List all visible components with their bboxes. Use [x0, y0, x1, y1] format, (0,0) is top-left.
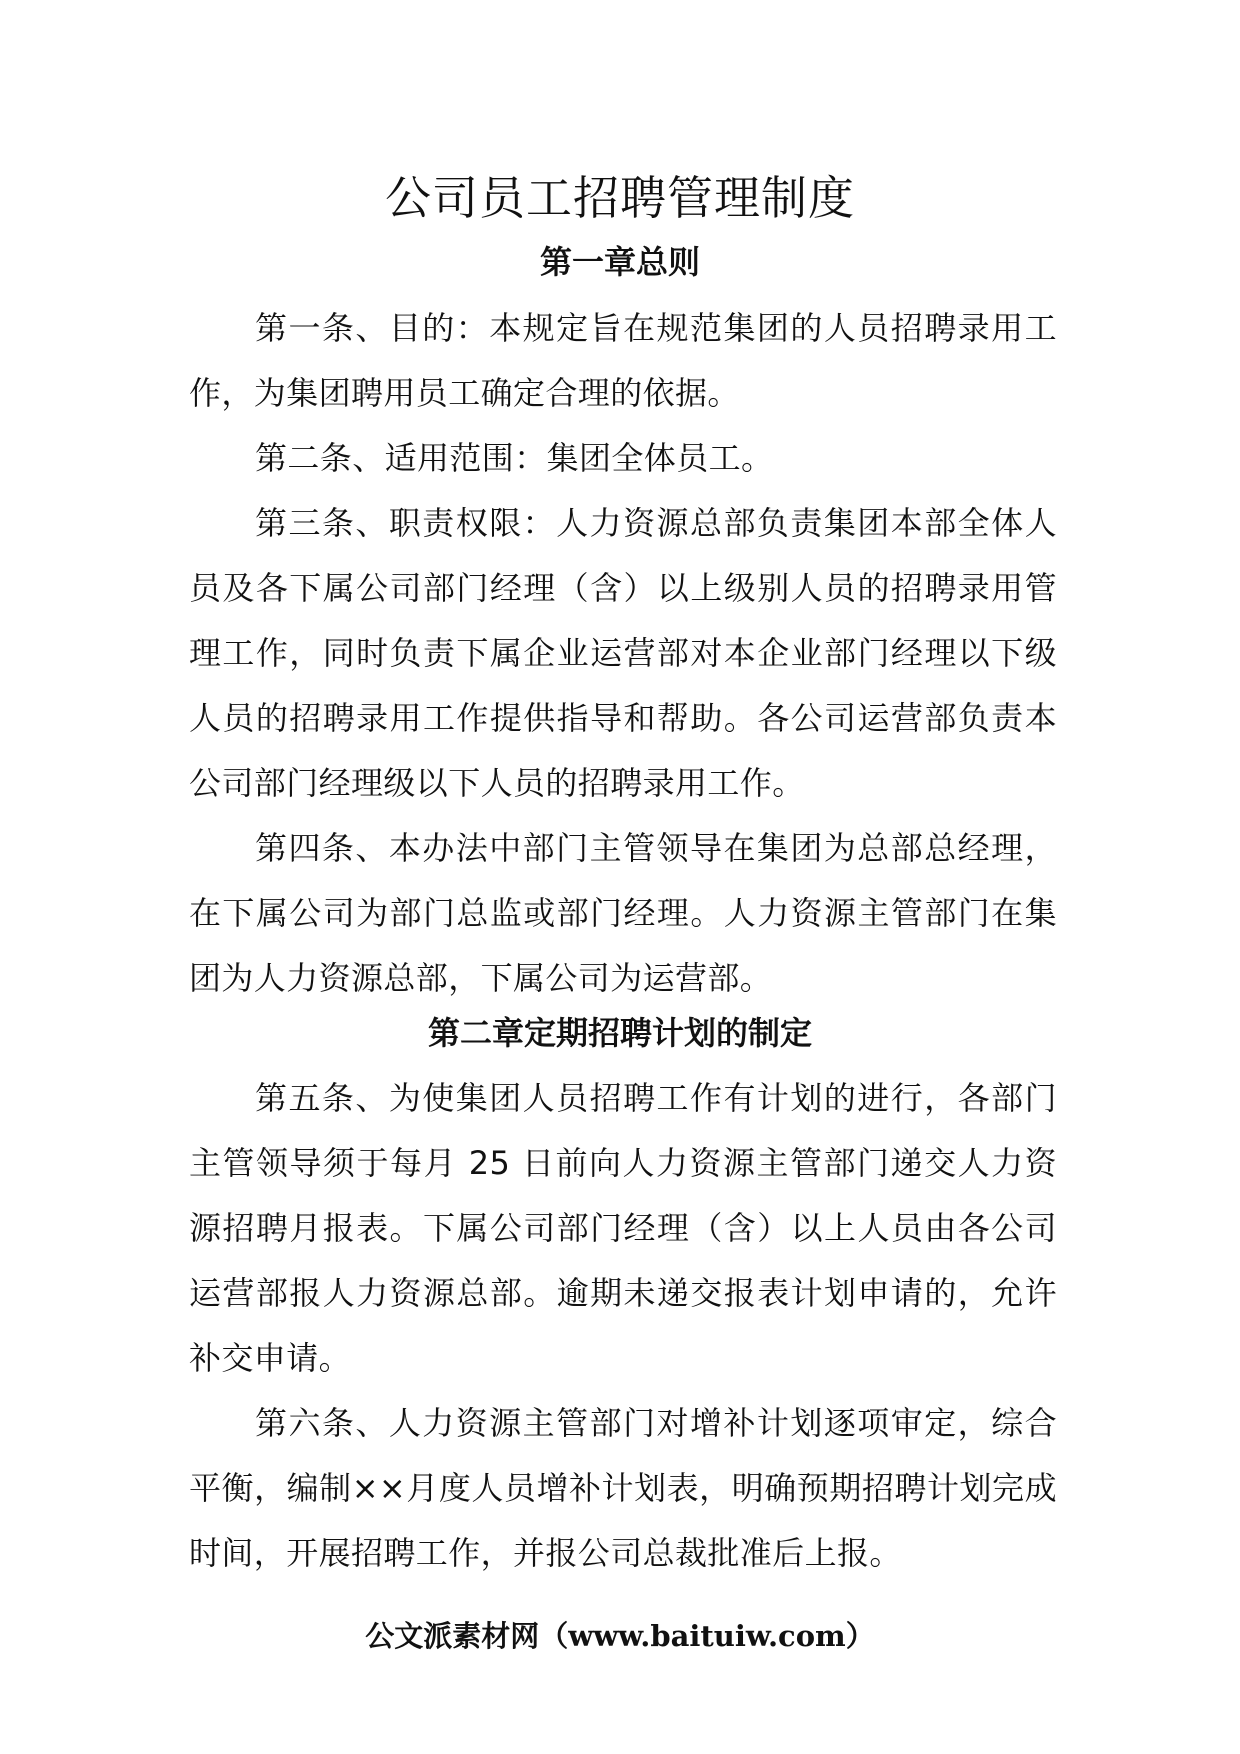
article-1: 第一条、目的：本规定旨在规范集团的人员招聘录用工作，为集团聘用员工确定合理的依据。 [189, 309, 1057, 412]
chapter-2-heading: 第二章定期招聘计划的制定 [427, 1014, 812, 1052]
document-title: 公司员工招聘管理制度 [385, 171, 855, 225]
article-6: 第六条、人力资源主管部门对增补计划逐项审定，综合平衡，编制××月度人员增补计划表，明确预期招聘计划完成时间，开展招聘工作，并报公司总裁批准后上报。 [189, 1404, 1057, 1572]
article-5: 第五条、为使集团人员招聘工作有计划的进行，各部门主管领导须于每月 25 日前向人力资源主管部门递交人力资源招聘月报表。下属公司部门经理（含）以上人员由各公司运营部报人力资源总部。逾期未递交报表计划申请的，允许补交申请。 [189, 1079, 1057, 1377]
article-3: 第三条、职责权限：人力资源总部负责集团本部全体人员及各下属公司部门经理（含）以上级别人员的招聘录用管理工作，同时负责下属企业运营部对本企业部门经理以下级人员的招聘录用工作提供指导和帮助。各公司运营部负责本公司部门经理级以下人员的招聘录用工作。 [189, 504, 1057, 802]
source-watermark: 公文派素材网（www.baituiw.com） [365, 1619, 875, 1653]
article-2: 第二条、适用范围：集团全体员工。 [255, 439, 774, 477]
article-4: 第四条、本办法中部门主管领导在集团为总部总经理，在下属公司为部门总监或部门经理。人力资源主管部门在集团为人力资源总部，下属公司为运营部。 [189, 829, 1057, 997]
chapter-1-heading: 第一章总则 [539, 243, 700, 281]
